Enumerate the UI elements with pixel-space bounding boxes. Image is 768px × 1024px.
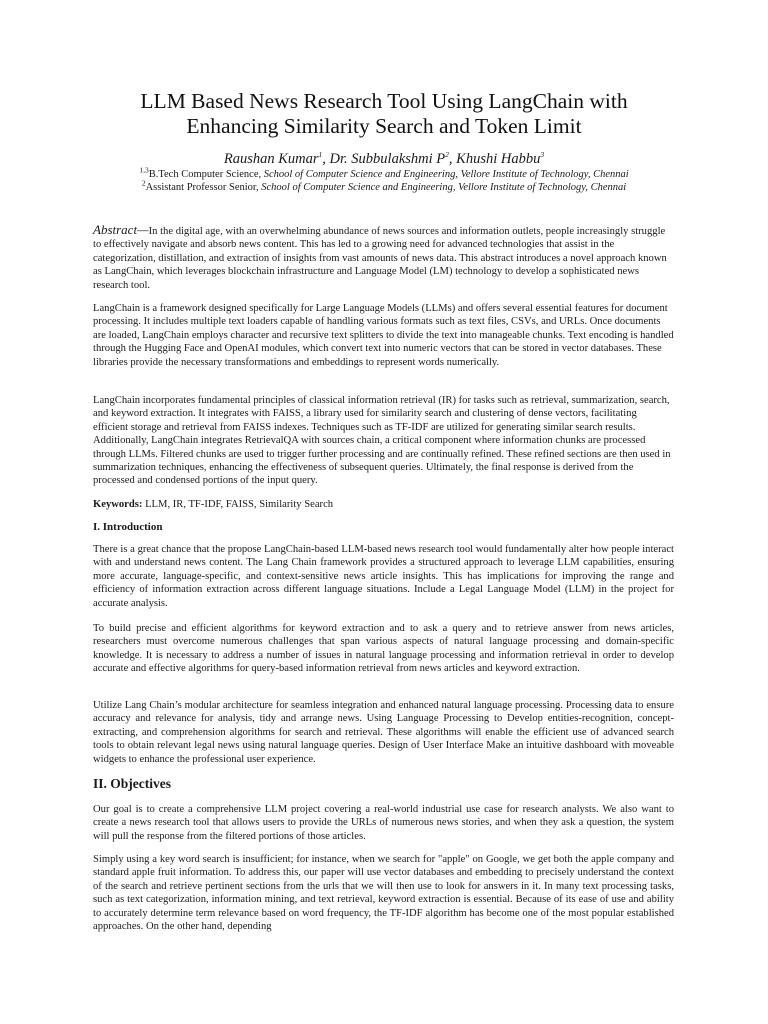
abstract-paragraph: LangChain incorporates fundamental principles of classical information retrieval (IR) for tasks such as retrieval, summarization, search, and keyword extraction. It integrates with FAISS, a library used for similarity search and clustering of dense vectors, facilitating efficient storage and retrieval from FAISS indexes. Techniques such as TF-IDF are utilized for generating similar search results. Additionally, LangChain integrates RetrievalQA with sources chain, a critical component where information chunks are processed through LLMs. Filtered chunks are used to trigger further processing and are continually refined. These refined sections are then used in summarization techniques, enhancing the effectiveness of subsequent queries. Ultimately, the final response is derived from the processed and condensed portions of the input query. <box>93 395 671 487</box>
author-sup: 3 <box>540 150 545 160</box>
affiliation-role: Assistant Professor Senior, <box>145 182 262 193</box>
body-paragraph: To build precise and efficient algorithms for keyword extraction and to ask a query and to retrieve answer from news articles, researchers must overcome numerous challenges that span various aspects of natural language processing and domain-specific knowledge. It is necessary to address a number of issues in natural language processing and information retrieval in order to develop accurate and effective algorithms for query-based information retrieval from news articles and keyword extraction. <box>93 623 674 675</box>
author-sup: 1 <box>318 150 323 160</box>
affiliation-line <box>60 178 708 194</box>
author-separator: , <box>448 151 457 167</box>
body-paragraph: There is a great chance that the propose LangChain-based LLM-based news research tool would fundamentally alter how people interact with and understand news content. The Lang Chain framework provides a structured approach to leverage LLM capabilities, ensuring more accurate, language-specific, and context-sensitive news article insights. This has implications for improving the range and efficiency of information extraction across different language situations. Include a Legal Language Model (LLM) in the project for accurate analysis. <box>93 544 674 609</box>
body-paragraph: Our goal is to create a comprehensive LLM project covering a real-world industrial use case for research analysts. We also want to create a news research tool that allows users to provide the URLs of numerous news stories, and when they ask a question, the system will pull the response from the filtered portions of those articles. <box>93 804 674 842</box>
section-heading-objectives: II. Objectives <box>93 776 171 791</box>
author-name: Khushi Habbu <box>456 151 541 167</box>
affiliation-institution: School of Computer Science and Engineering, Vellore Institute of Technology, Chennai <box>263 169 629 180</box>
affiliation-sup: 2 <box>141 178 146 188</box>
abstract-paragraph <box>93 223 674 292</box>
body-paragraph: Utilize Lang Chain’s modular architecture for seamless integration and enhanced natural language processing. Processing data to ensure accuracy and relevance for analysis, tidy and arrange news. Using Language Processing to Develop entities-recognition, concept-extracting, and comprehension algorithms for search and retrieval. These algorithms will enable the efficient use of advanced search tools to obtain relevant legal news using natural language queries. Design of User Interface Make an intuitive dashboard with moveable widgets to enhance the professional user experience. <box>93 700 674 765</box>
author-list <box>90 150 678 168</box>
keywords-label: Keywords: <box>93 499 143 510</box>
abstract-paragraph: LangChain is a framework designed specifically for Large Language Models (LLMs) and offers several essential features for document processing. It includes multiple text loaders capable of handling various formats such as text files, CSVs, and URLs. Once documents are loaded, LangChain employs character and recursive text splitters to divide the text into manageable chunks. Text encoding is handled through the Hugging Face and OpenAI modules, which convert text into numeric vectors that can be stored in vector databases. These libraries provide the necessary transformations and embeddings to represent words numerically. <box>93 303 674 368</box>
abstract-heading: Abstract— <box>93 222 149 237</box>
body-paragraph: Simply using a key word search is insufficient; for instance, when we search for "apple" on Google, we get both the apple company and standard apple fruit information. To address this, our paper will use vector databases and embedding to precisely understand the context of the search and retrieve pertinent sections from the urls that we will then use to look for answers in it. In many text processing tasks, such as text categorization, information mining, and text retrieval, keyword extraction is essential. Because of its ease of use and ability to accurately determine term relevance based on word frequency, the TF-IDF algorithm has become one of the most popular established approaches. On the other hand, depending <box>93 854 674 933</box>
section-heading-introduction: I. Introduction <box>93 521 163 533</box>
author-sup: 2 <box>445 150 449 160</box>
abstract-text: In the digital age, with an overwhelming abundance of news sources and information outlets, people increasingly struggle to effectively navigate and absorb news content. This has led to a growing need for advanced technologies that assist in the categorization, distillation, and extraction of insights from vast amounts of news data. This abstract introduces a novel approach known as LangChain, which leverages blockchain infrastructure and Language Model (LM) technology to develop a sophisticated news research tool. <box>93 226 667 291</box>
title-line-1: LLM Based News Research Tool Using LangChain with <box>140 89 628 113</box>
keywords-text: LLM, IR, TF-IDF, FAISS, Similarity Search <box>142 499 334 510</box>
affiliation-institution: School of Computer Science and Engineering, Vellore Institute of Technology, Chennai <box>261 182 627 193</box>
author-name: Dr. Subbulakshmi P <box>329 151 446 167</box>
affiliation-line <box>60 165 708 181</box>
affiliation-sup: 1,3 <box>139 165 149 175</box>
affiliation-role: B.Tech Computer Science, <box>148 169 264 180</box>
author-name: Raushan Kumar <box>223 151 319 167</box>
paper-title <box>90 89 678 139</box>
author-separator: , <box>322 151 330 167</box>
title-line-2: Enhancing Similarity Search and Token Limit <box>186 114 582 138</box>
keywords-line <box>93 498 674 511</box>
